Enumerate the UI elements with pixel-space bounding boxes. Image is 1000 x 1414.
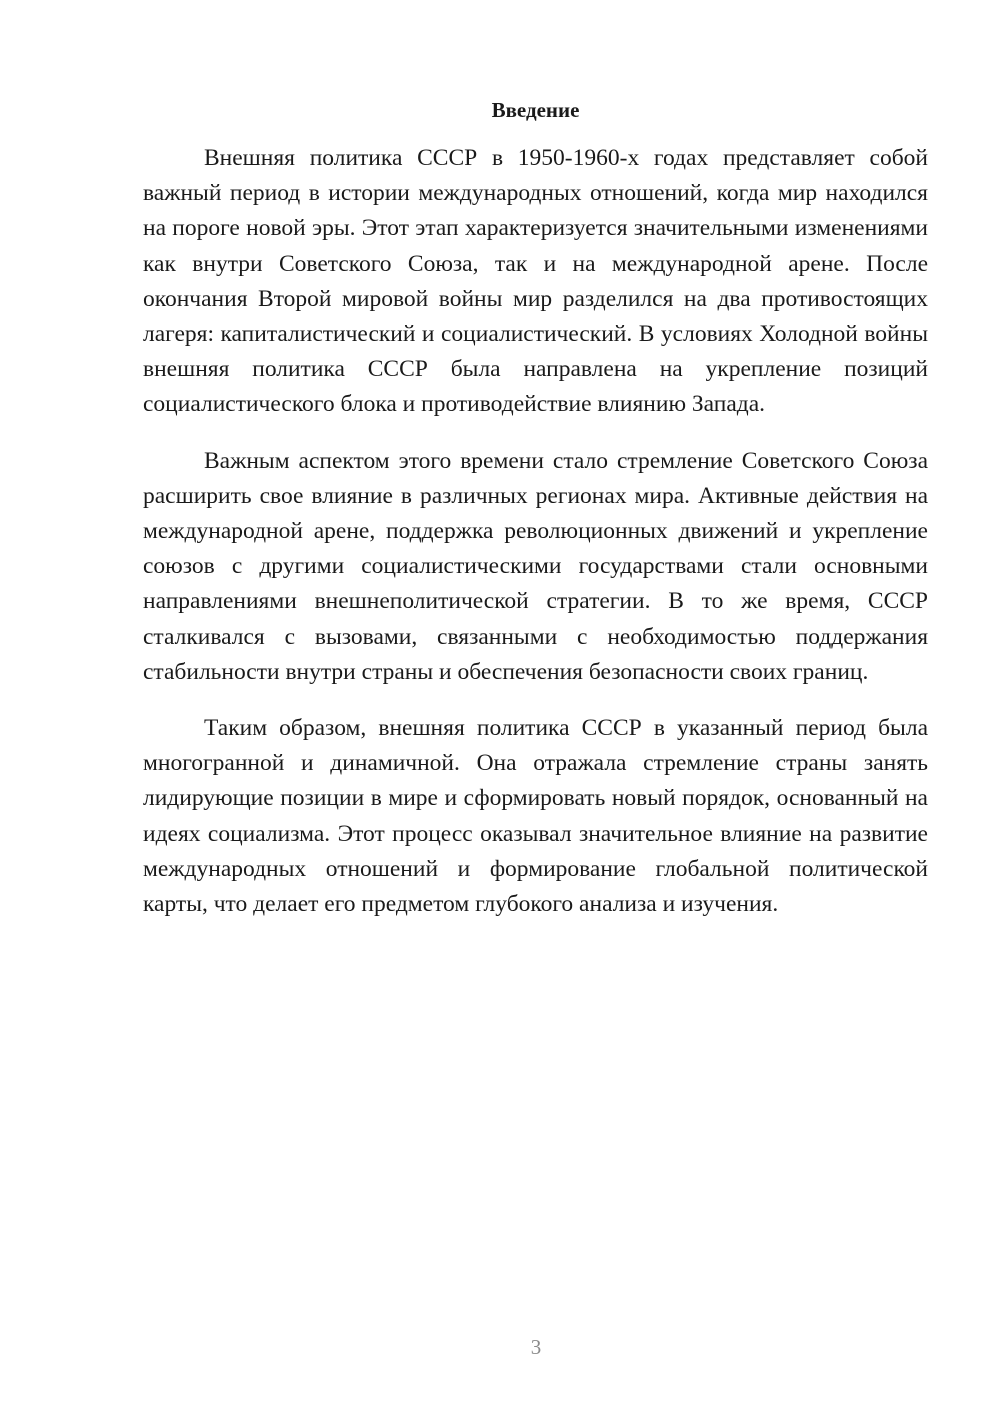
section-title: Введение [491, 98, 580, 122]
paragraph-1: Внешняя политика СССР в 1950-1960-х годах представляет собой важный период в истории международных отношений, когда мир находился на пороге новой эры. Этот этап характеризуется значительными изменениями как внутри Советского Союза, так и на международной арене. После окончания Второй мировой войны мир разделился на два противостоящих лагеря: капиталистический и социалистический. В условиях Холодной войны внешняя политика СССР была направлена на укрепление позиций социалистического блока и противодействие влиянию Запада. [143, 145, 928, 418]
paragraph-3: Таким образом, внешняя политика СССР в указанный период была многогранной и динамичной. Она отражала стремление страны занять лидирующие позиции в мире и сформировать новый порядок, основанный на идеях социализма. Этот процесс оказывал значительное влияние на развитие международных отношений и формирование глобальной политической карты, что делает его предметом глубокого анализа и изучения. [143, 715, 928, 918]
paragraph-2: Важным аспектом этого времени стало стремление Советского Союза расширить свое влияние в различных регионах мира. Активные действия на международной арене, поддержка революционных движений и укрепление союзов с другими социалистическими государствами стали основными направлениями внешнеполитической стратегии. В то же время, СССР сталкивался с вызовами, связанными с необходимостью поддержания стабильности внутри страны и обеспечения безопасности своих границ. [143, 447, 928, 685]
page-number: 3 [530, 1335, 542, 1359]
page-content [143, 94, 928, 943]
